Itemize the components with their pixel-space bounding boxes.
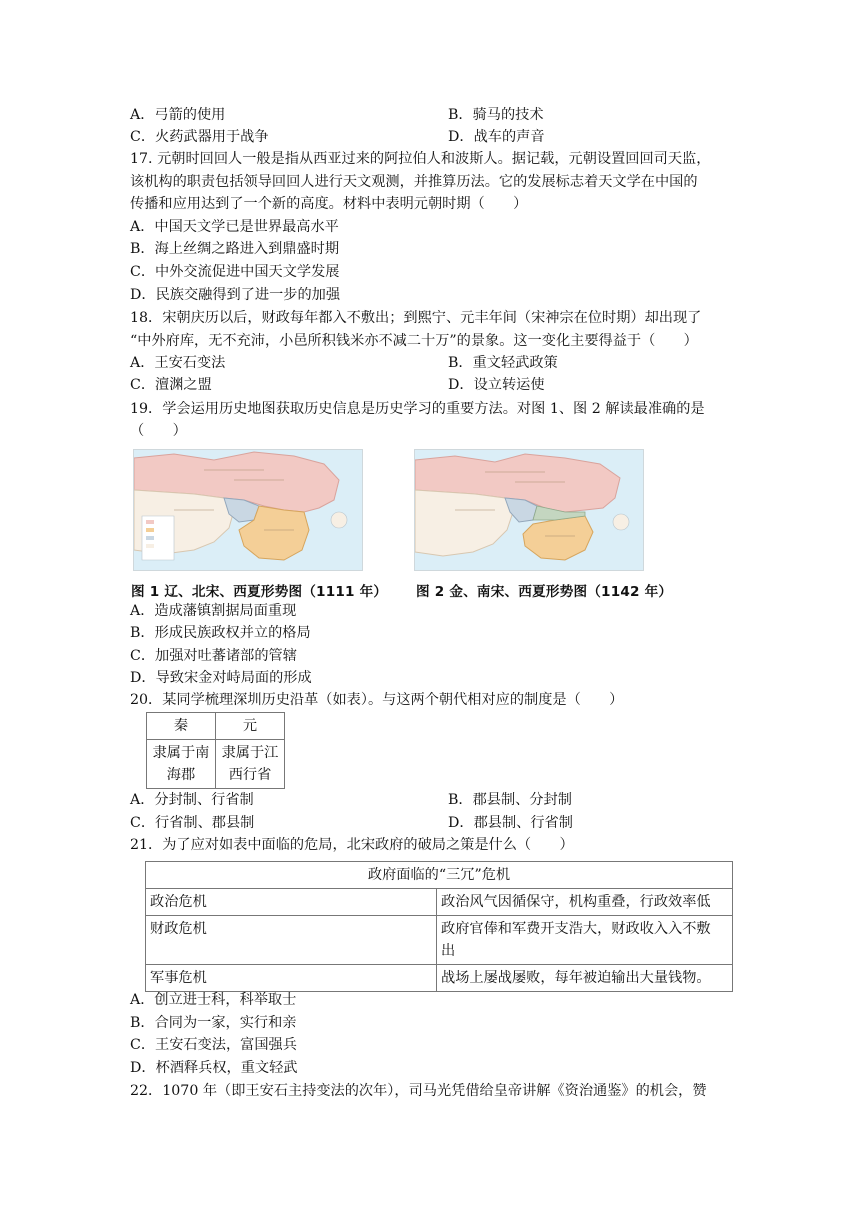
q19-stem-line2: （ ）: [130, 423, 187, 439]
q19-stem-line1: 19．学会运用历史地图获取历史信息是历史学习的重要方法。对图 1、图 2 解读最准确的是: [130, 401, 705, 417]
q20-header-yuan: 元: [216, 713, 285, 740]
q19-option-c: C．加强对吐蕃诸部的管辖: [130, 648, 297, 664]
q20-option-a: A．分封制、行省制: [130, 792, 254, 808]
q17-option-d: D．民族交融得到了进一步的加强: [130, 287, 341, 303]
q20-option-c: C．行省制、郡县制: [130, 815, 255, 831]
q21-table: [145, 861, 733, 992]
q21-row-fiscal-label: 财政危机: [146, 916, 437, 965]
q21-option-b: B．合同为一家，实行和亲: [130, 1015, 297, 1031]
map-caption-2: 图 2 金、南宋、西夏形势图（1142 年）: [416, 584, 673, 600]
q17-option-a: A．中国天文学已是世界最高水平: [130, 219, 339, 235]
q18-option-d: D．设立转运使: [448, 377, 545, 393]
q17-option-b: B．海上丝绸之路进入到鼎盛时期: [130, 241, 340, 257]
q18-option-b: B．重文轻武政策: [448, 355, 558, 371]
q20-stem: 20．某同学梳理深圳历史沿革（如表）。与这两个朝代相对应的制度是（ ）: [130, 692, 624, 708]
q18-option-a: A．王安石变法: [130, 355, 226, 371]
map-figure-1: [133, 449, 363, 571]
q20-option-b: B．郡县制、分封制: [448, 792, 572, 808]
q21-stem: 21．为了应对如表中面临的危局，北宋政府的破局之策是什么（ ）: [130, 837, 574, 853]
q16-option-b: B．骑马的技术: [448, 107, 544, 123]
q16-option-a: A．弓箭的使用: [130, 107, 226, 123]
q21-row-fiscal-desc: [437, 916, 733, 965]
q21-option-c: C．王安石变法，富国强兵: [130, 1037, 297, 1053]
q20-cell-yuan-line1: 隶属于江: [221, 745, 279, 761]
map-caption-1: 图 1 辽、北宋、西夏形势图（1111 年）: [131, 584, 388, 600]
q21-row-military-label: 军事危机: [146, 965, 437, 992]
q16-option-c: C．火药武器用于战争: [130, 129, 269, 145]
q20-cell-qin-line2: 海郡: [166, 767, 196, 783]
q20-header-qin: 秦: [147, 713, 216, 740]
q17-stem-line3: 传播和应用达到了一个新的高度。材料中表明元朝时期（ ）: [130, 196, 528, 212]
q21-option-d: D．杯酒释兵权，重文轻武: [130, 1060, 298, 1076]
q18-stem-line2: “中外府库，无不充沛，小邑所积钱米亦不减二十万”的景象。这一变化主要得益于（ ）: [130, 333, 698, 349]
q16-option-d: D．战车的声音: [448, 129, 545, 145]
q21-row-political-label: 政治危机: [146, 889, 437, 916]
q20-cell-yuan-line2: 西行省: [228, 767, 272, 783]
q21-table-title: 政府面临的“三冗”危机: [146, 862, 733, 889]
q20-cell-yuan: [216, 740, 285, 789]
q22-stem-line1: 22．1070 年（即王安石主持变法的次年），司马光凭借给皇帝讲解《资治通鉴》的机会，赞: [130, 1083, 707, 1099]
q20-cell-qin: [147, 740, 216, 789]
q17-option-c: C．中外交流促进中国天文学发展: [130, 264, 340, 280]
q20-option-d: D．郡县制、行省制: [448, 815, 573, 831]
q18-option-c: C．澶渊之盟: [130, 377, 212, 393]
q21-row-fiscal-desc-line1: 政府官俸和军费开支浩大，财政收入入不敷: [441, 921, 711, 937]
q21-option-a: A．创立进士科，科举取士: [130, 992, 297, 1008]
q21-row-political-desc: 政治风气因循保守，机构重叠，行政效率低: [437, 889, 733, 916]
q17-stem-line1: 17. 元朝时回回人一般是指从西亚过来的阿拉伯人和波斯人。据记载，元朝设置回回司天监，: [130, 151, 711, 167]
q21-row-fiscal-desc-line2: 出: [441, 943, 456, 959]
q21-row-military-desc: 战场上屡战屡败，每年被迫输出大量钱物。: [437, 965, 733, 992]
q19-option-d: D．导致宋金对峙局面的形成: [130, 670, 312, 686]
q19-option-a: A．造成藩镇割据局面重现: [130, 603, 297, 619]
map-figure-2: [414, 449, 644, 571]
q18-stem-line1: 18．宋朝庆历以后，财政每年都入不敷出；到熙宁、元丰年间（宋神宗在位时期）却出现了: [130, 310, 702, 326]
q20-cell-qin-line1: 隶属于南: [152, 745, 210, 761]
q20-table: [146, 712, 285, 789]
q19-option-b: B．形成民族政权并立的格局: [130, 625, 311, 641]
q17-stem-line2: 该机构的职责包括领导回回人进行天文观测，并推算历法。它的发展标志着天文学在中国的: [130, 174, 698, 190]
